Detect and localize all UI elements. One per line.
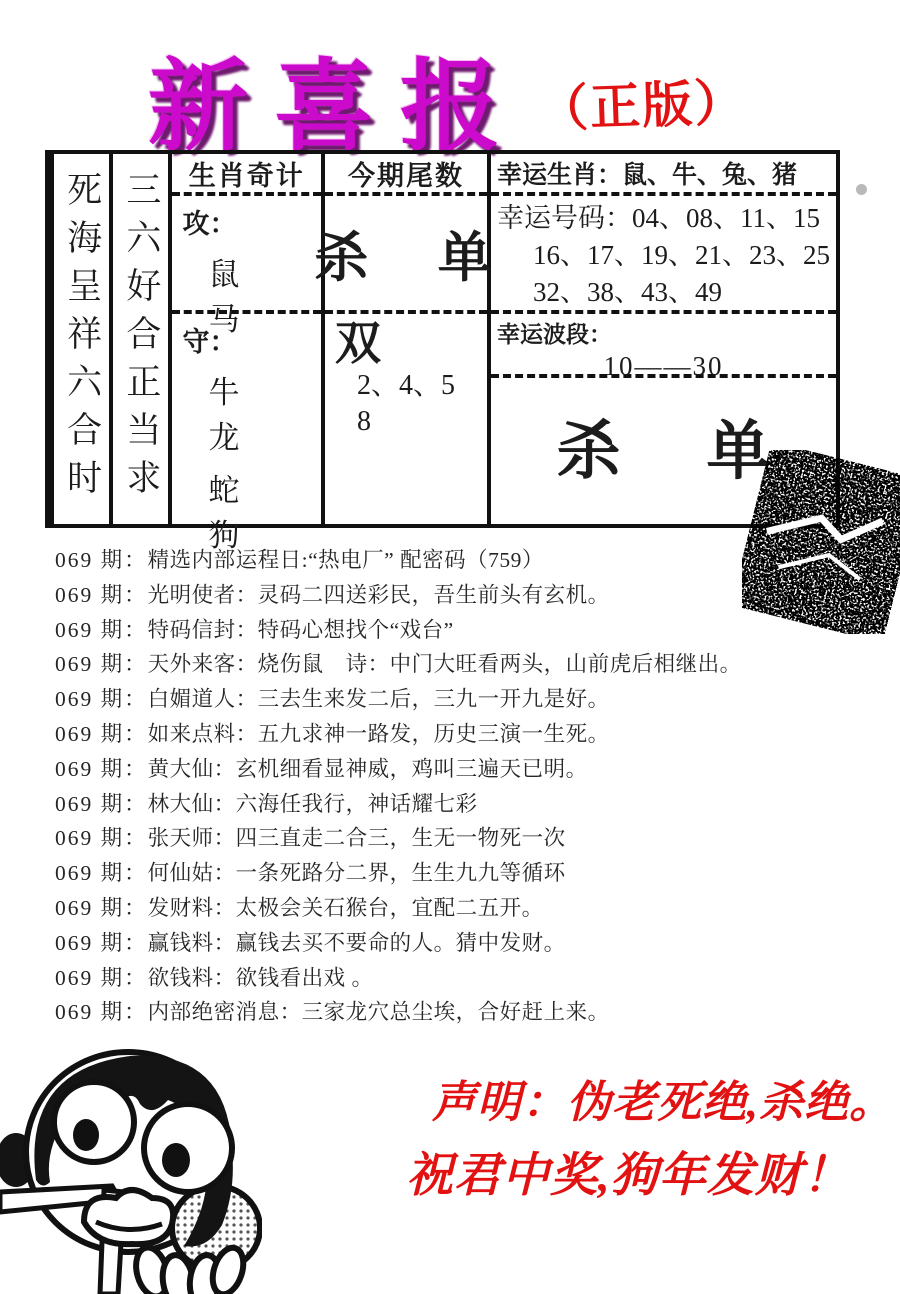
lucky-numbers-cell [491, 196, 836, 314]
lucky-numbers-label: 幸运号码： [497, 203, 633, 233]
mascot-cartoon-icon [0, 1040, 262, 1294]
tip-text: 张天师：四三直走二合三，生无一物死一次 [147, 826, 566, 851]
attack-values: 鼠 马 [208, 257, 279, 337]
tip-issue: 069 期： [55, 895, 148, 920]
fortune-table [45, 150, 840, 553]
tip-issue: 069 期： [55, 617, 148, 642]
tip-issue: 069 期： [55, 756, 148, 781]
tip-issue: 069 期： [55, 861, 148, 886]
attack-label: 攻： [182, 209, 237, 239]
print-smudge-dot [856, 184, 867, 195]
lucky-numbers-row-1: 16、17、19、21、23、25 [533, 240, 831, 270]
tip-issue: 069 期： [55, 548, 148, 572]
tip-line [55, 682, 865, 717]
tip-text: 何仙姑：一条死路分二界，生生九九等循环 [147, 861, 566, 886]
attack-cell [172, 196, 321, 337]
tip-text: 赢钱料：赢钱去买不要命的人。猜中发财。 [147, 930, 566, 955]
declaration-line-1: 声明：伪老死绝,杀绝。 [432, 1078, 894, 1127]
side-text-left: 死海呈祥六合时 [62, 171, 102, 507]
tip-line [55, 717, 865, 752]
tip-issue: 069 期： [55, 930, 148, 955]
tip-issue: 069 期： [55, 791, 148, 816]
tip-issue: 069 期： [55, 1000, 148, 1025]
tip-line [55, 961, 865, 996]
tip-text: 内部绝密消息：三家龙穴总尘埃，合好赶上来。 [147, 1000, 610, 1025]
zodiac-header: 生肖奇计 [172, 154, 321, 196]
tip-line [55, 995, 865, 1030]
side-column-left [54, 154, 113, 524]
lucky-numbers-line-1 [497, 200, 830, 237]
tip-line [55, 821, 865, 856]
lucky-numbers-row-2: 32、38、43、49 [533, 277, 723, 307]
lucky-band-label: 幸运波段： [497, 322, 613, 347]
tip-line [55, 856, 865, 891]
tail-header: 今期尾数 [325, 154, 487, 196]
tip-line [55, 891, 865, 926]
lucky-band-value: 10——30 [603, 351, 724, 381]
tip-text: 林大仙：六海任我行，神话耀七彩 [147, 791, 478, 816]
tip-text: 发财料：太极会关石猴台，宜配二五开。 [147, 895, 544, 920]
zodiac-column [172, 154, 325, 553]
defend-label: 守： [182, 327, 237, 357]
side-column-right [113, 154, 172, 524]
tip-issue: 069 期： [55, 582, 148, 607]
tip-text: 特码信封：特码心想找个“戏台” [147, 617, 454, 642]
declaration-line-2: 祝君中奖,狗年发财！ [406, 1150, 851, 1202]
tip-text: 天外来客：烧伤鼠 诗：中门大旺看两头，山前虎后相继出。 [147, 652, 742, 677]
tip-text: 白媚道人：三去生来发二后，三九一开九是好。 [147, 687, 610, 712]
tip-line [55, 543, 865, 578]
tip-line [55, 613, 865, 648]
defend-values-1: 牛 龙 [208, 375, 279, 455]
even-label: 双 [335, 318, 382, 369]
tip-text: 欲钱料：欲钱看出戏 。 [147, 965, 374, 990]
tip-line [55, 647, 865, 682]
kill-odd-cell: 杀 单 [325, 196, 487, 314]
tips-list [55, 543, 865, 1030]
tip-text: 光明使者：灵码二四送彩民，吾生前头有玄机。 [147, 582, 610, 607]
kill-odd-big-cell: 杀 单 [556, 416, 771, 487]
tip-text: 精选内部运程日:“热电厂” 配密码（759） [147, 548, 544, 572]
tip-line [55, 926, 865, 961]
tip-line [55, 787, 865, 822]
even-cell [325, 314, 487, 524]
tail-column [314, 154, 498, 524]
lucky-numbers-row-0: 04、08、11、15 [632, 203, 821, 233]
even-values-2: 8 [357, 406, 372, 437]
even-values-1: 2、4、5 [357, 370, 456, 401]
tip-issue: 069 期： [55, 652, 148, 677]
tip-issue: 069 期： [55, 965, 148, 990]
side-text-right: 三六好合正当求 [121, 171, 161, 507]
defend-cell [172, 314, 321, 561]
lucky-zodiac-row: 幸运生肖：鼠、牛、兔、猪 [491, 154, 836, 196]
tip-line [55, 578, 865, 613]
tip-issue: 069 期： [55, 687, 148, 712]
tip-text: 黄大仙：玄机细看显神威，鸡叫三遍天已明。 [147, 756, 588, 781]
tip-issue: 069 期： [55, 721, 148, 746]
tip-text: 如来点料：五九求神一路发，历史三演一生死。 [147, 721, 610, 746]
tip-issue: 069 期： [55, 826, 148, 851]
edition-label: （正版） [537, 74, 748, 138]
lucky-band-cell [491, 314, 836, 381]
page-title: 新喜报 [148, 52, 526, 163]
tip-line [55, 752, 865, 787]
defend-values-2: 蛇 狗 [208, 473, 279, 553]
